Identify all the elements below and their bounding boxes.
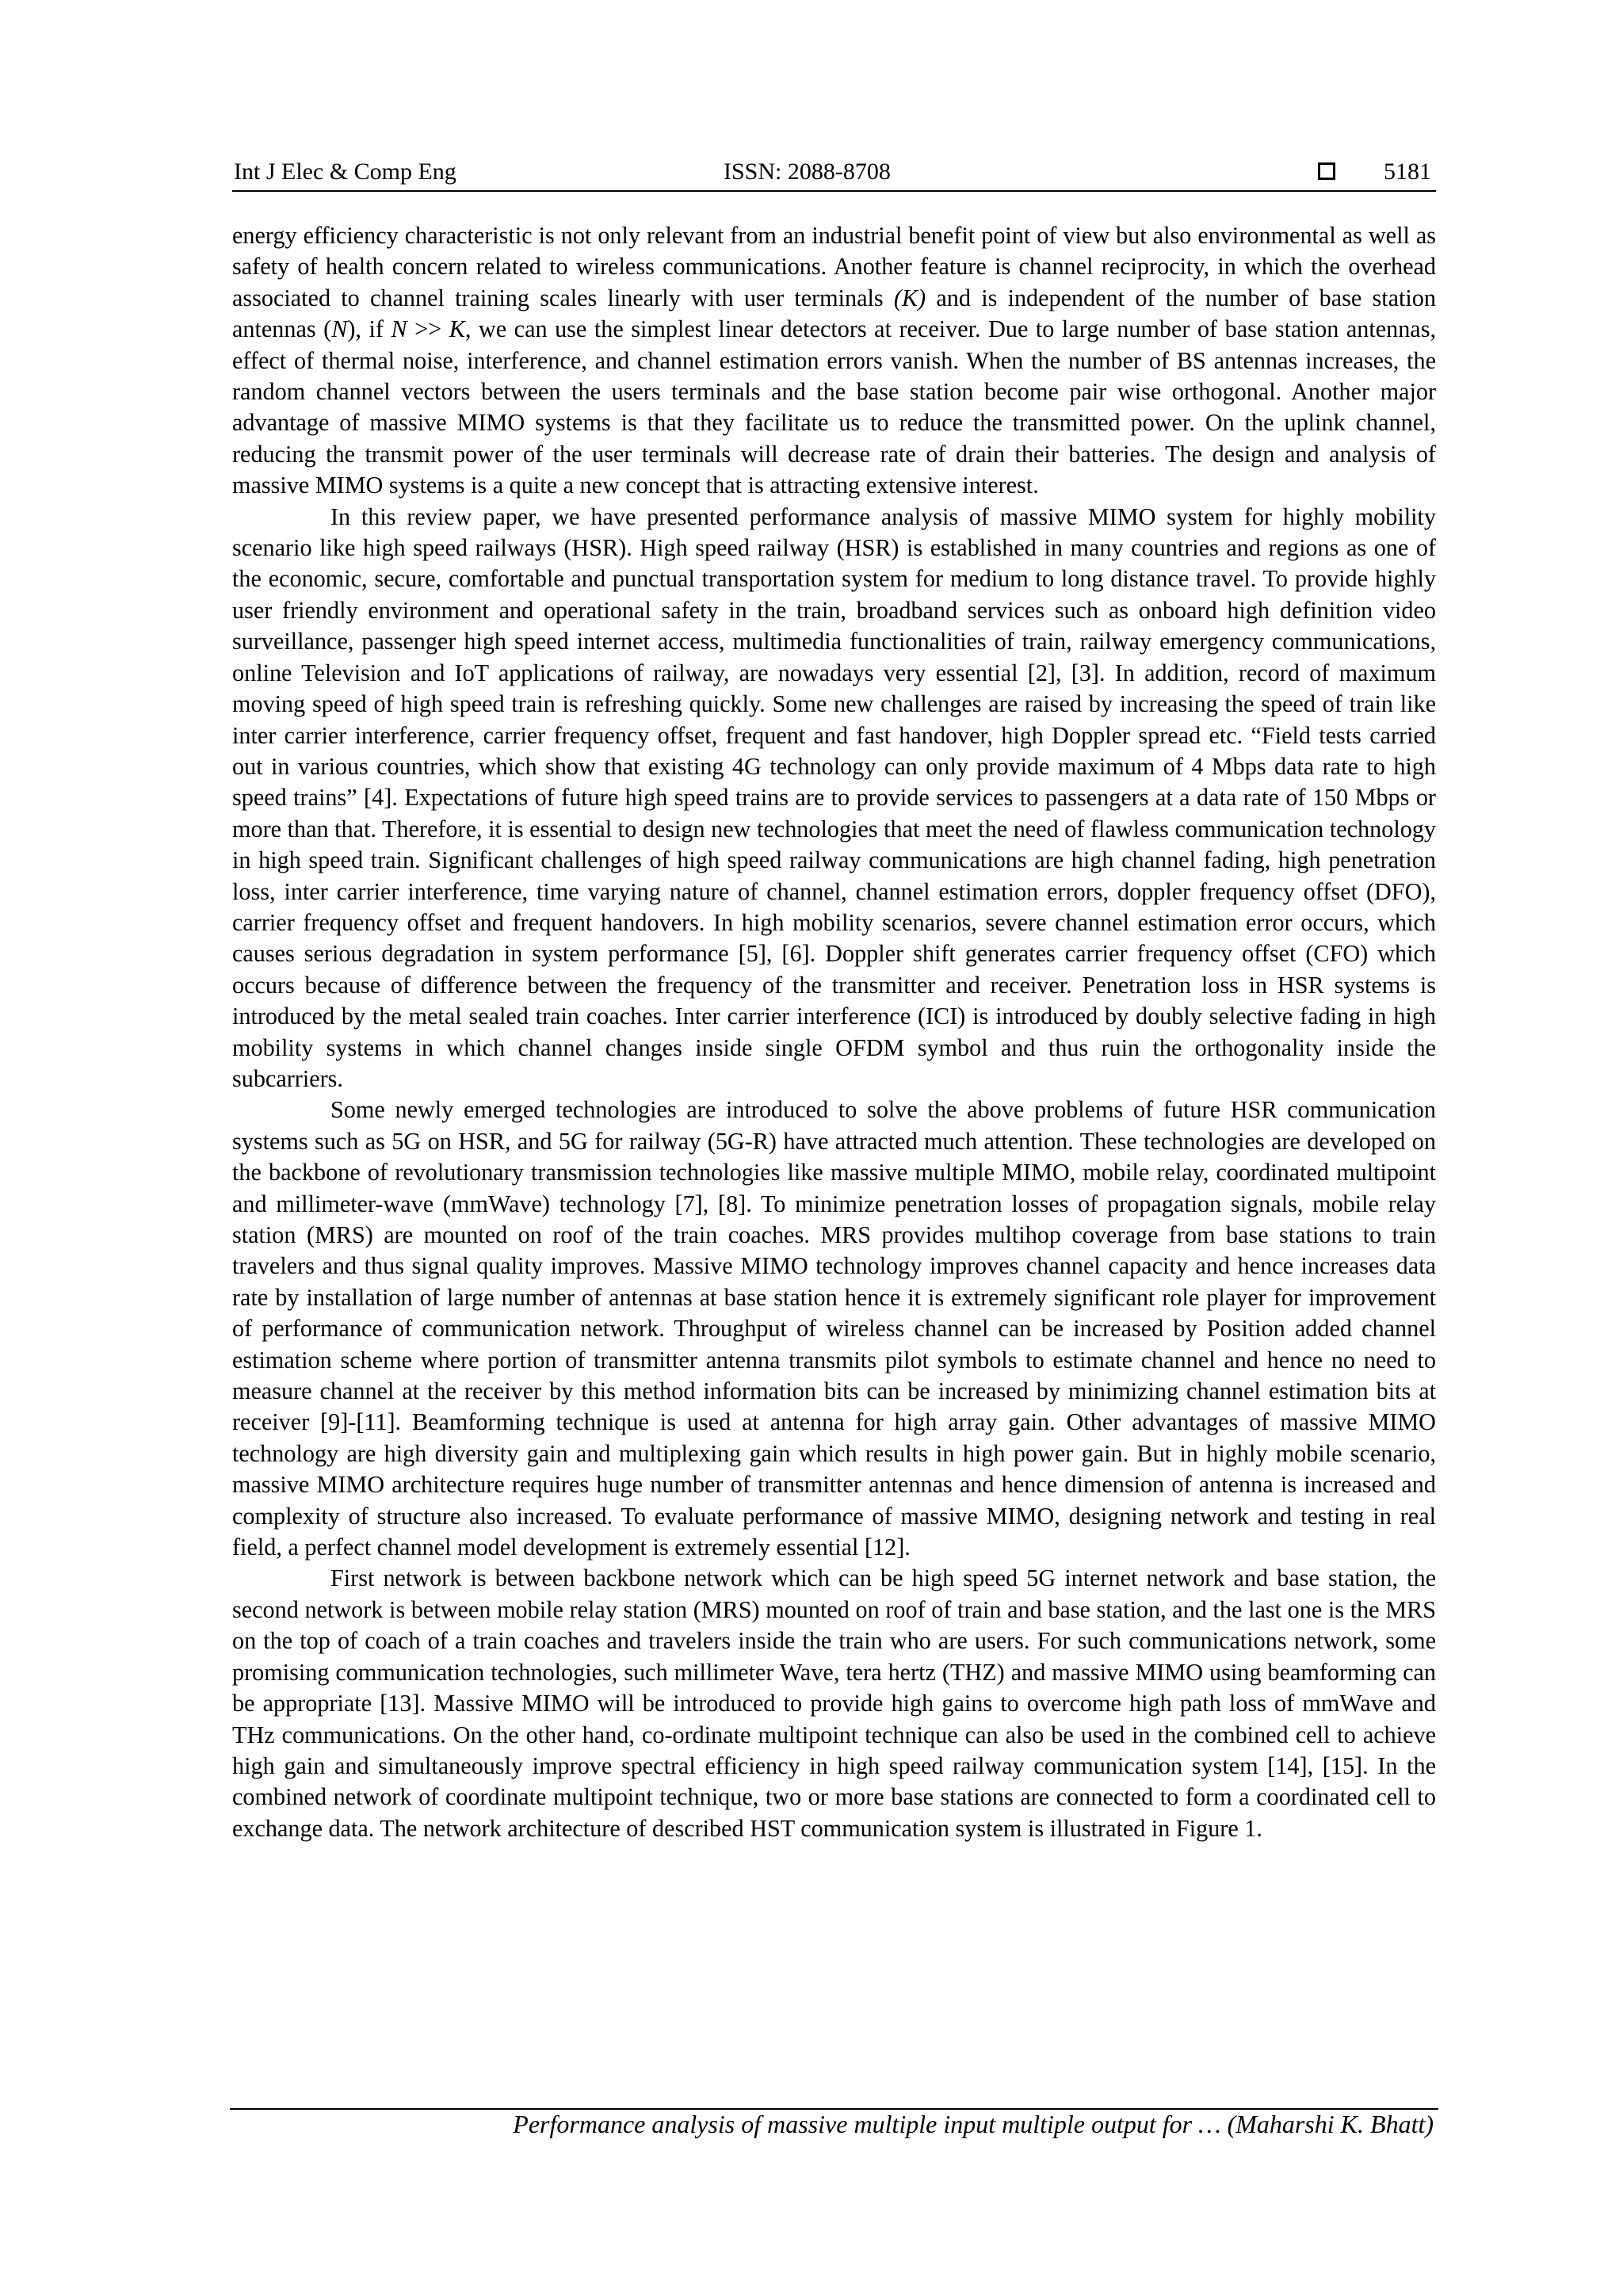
journal-name: Int J Elec & Comp Eng — [234, 159, 456, 185]
italic-symbol: (K) — [893, 284, 926, 311]
italic-symbol: K — [449, 315, 465, 343]
square-box-icon — [1318, 162, 1335, 180]
paragraph-text: , we can use the simplest linear detectors at receiver. Due to large number of base station antennas, effect of thermal noise, interference, and channel estimation errors vanish. When the number of BS antennas increases, the random channel vectors between the users terminals and the base station become pair wise orthogonal. Another major advantage of massive MIMO systems is that they facilitate us to reduce the transmitted power. On the uplink channel, reducing the transmit power of the user terminals will decrease rate of drain their batteries. The design and analysis of massive MIMO systems is a quite a new concept that is attracting extensive interest. — [232, 315, 1436, 499]
paragraph-text: ), if — [347, 315, 391, 343]
paragraph-text: First network is between backbone network which can be high speed 5G internet network and base station, the second network is between mobile relay station (MRS) mounted on roof of train and base station, and the last one is the MRS on the top of coach of a train coaches and travelers inside the train who are users. For such communications network, some promising communication technologies, such millimeter Wave, tera hertz (THZ) and massive MIMO using beamforming can be appropriate [13]. Massive MIMO will be introduced to provide high gains to overcome high path loss of mmWave and THz communications. On the other hand, co-ordinate multipoint technique can also be used in the combined cell to achieve high gain and simultaneously improve spectral efficiency in high speed railway communication system [14], [15]. In the combined network of coordinate multipoint technique, two or more base stations are connected to form a coordinated cell to exchange data. The network architecture of described HST communication system is illustrated in Figure 1. — [232, 1564, 1436, 1842]
paragraph — [232, 220, 1436, 502]
issn-number: ISSN: 2088-8708 — [724, 159, 891, 185]
paragraph-text: Some newly emerged technologies are introduced to solve the above problems of future HSR communication systems such as 5G on HSR, and 5G for railway (5G-R) have attracted much attention. These technologies are developed on the backbone of revolutionary transmission technologies like massive multiple MIMO, mobile relay, coordinated multipoint and millimeter-wave (mmWave) technology [7], [8]. To minimize penetration losses of propagation signals, mobile relay station (MRS) are mounted on roof of the train coaches. MRS provides multihop coverage from base stations to train travelers and thus signal quality improves. Massive MIMO technology improves channel capacity and hence increases data rate by installation of large number of antennas at base station hence it is extremely significant role player for improvement of performance of communication network. Throughput of wireless channel can be increased by Position added channel estimation scheme where portion of transmitter antenna transmits pilot symbols to estimate channel and hence no need to measure channel at the receiver by this method information bits can be increased by minimizing channel estimation bits at receiver [9]-[11]. Beamforming technique is used at antenna for high array gain. Other advantages of massive MIMO technology are high diversity gain and multiplexing gain which results in high power gain. But in highly mobile scenario, massive MIMO architecture requires huge number of transmitter antennas and hence dimension of antenna is increased and complexity of structure also increased. To evaluate performance of massive MIMO, designing network and testing in real field, a perfect channel model development is extremely essential [12]. — [232, 1096, 1436, 1561]
paragraph-text: >> — [407, 315, 449, 343]
italic-symbol: N — [331, 315, 348, 343]
page-header — [232, 155, 1436, 192]
paragraph-text: energy efficiency characteristic is not only relevant from an industrial benefit point of view but also environmental as well as safety of health concern related to wireless communications. Another feature is channel reciprocity, in which the overhead associated to channel training scales linearly with user terminals — [232, 222, 1436, 311]
running-title: Performance analysis of massive multiple input multiple output for … (Maharshi K. Bhatt) — [513, 2110, 1434, 2138]
body-text — [232, 220, 1436, 1844]
italic-symbol: N — [391, 315, 407, 343]
paragraph — [232, 1563, 1436, 1844]
paragraph-text: and is independent of the number of base station antennas ( — [232, 284, 1436, 343]
paragraph — [232, 502, 1436, 1095]
page-number: 5181 — [1384, 159, 1431, 185]
paragraph-text: In this review paper, we have presented performance analysis of massive MIMO system for highly mobility scenario like high speed railways (HSR). High speed railway (HSR) is established in many countries and regions as one of the economic, secure, comfortable and punctual transportation system for medium to long distance travel. To provide highly user friendly environment and operational safety in the train, broadband services such as onboard high definition video surveillance, passenger high speed internet access, multimedia functionalities of train, railway emergency communications, online Television and IoT applications of railway, are nowadays very essential [2], [3]. In addition, record of maximum moving speed of high speed train is refreshing quickly. Some new challenges are raised by increasing the speed of train like inter carrier interference, carrier frequency offset, frequent and fast handover, high Doppler spread etc. “Field tests carried out in various countries, which show that existing 4G technology can only provide maximum of 4 Mbps data rate to high speed trains” [4]. Expectations of future high speed trains are to provide services to passengers at a data rate of 150 Mbps or more than that. Therefore, it is essential to design new technologies that meet the need of flawless communication technology in high speed train. Significant challenges of high speed railway communications are high channel fading, high penetration loss, inter carrier interference, time varying nature of channel, channel estimation errors, doppler frequency offset (DFO), carrier frequency offset and frequent handovers. In high mobility scenarios, severe channel estimation error occurs, which causes serious degradation in system performance [5], [6]. Doppler shift generates carrier frequency offset (CFO) which occurs because of difference between the frequency of the transmitter and receiver. Penetration loss in HSR systems is introduced by the metal sealed train coaches. Inter carrier interference (ICI) is introduced by doubly selective fading in high mobility systems in which channel changes inside single OFDM symbol and thus ruin the orthogonality inside the subcarriers. — [232, 502, 1436, 1092]
paragraph — [232, 1095, 1436, 1563]
